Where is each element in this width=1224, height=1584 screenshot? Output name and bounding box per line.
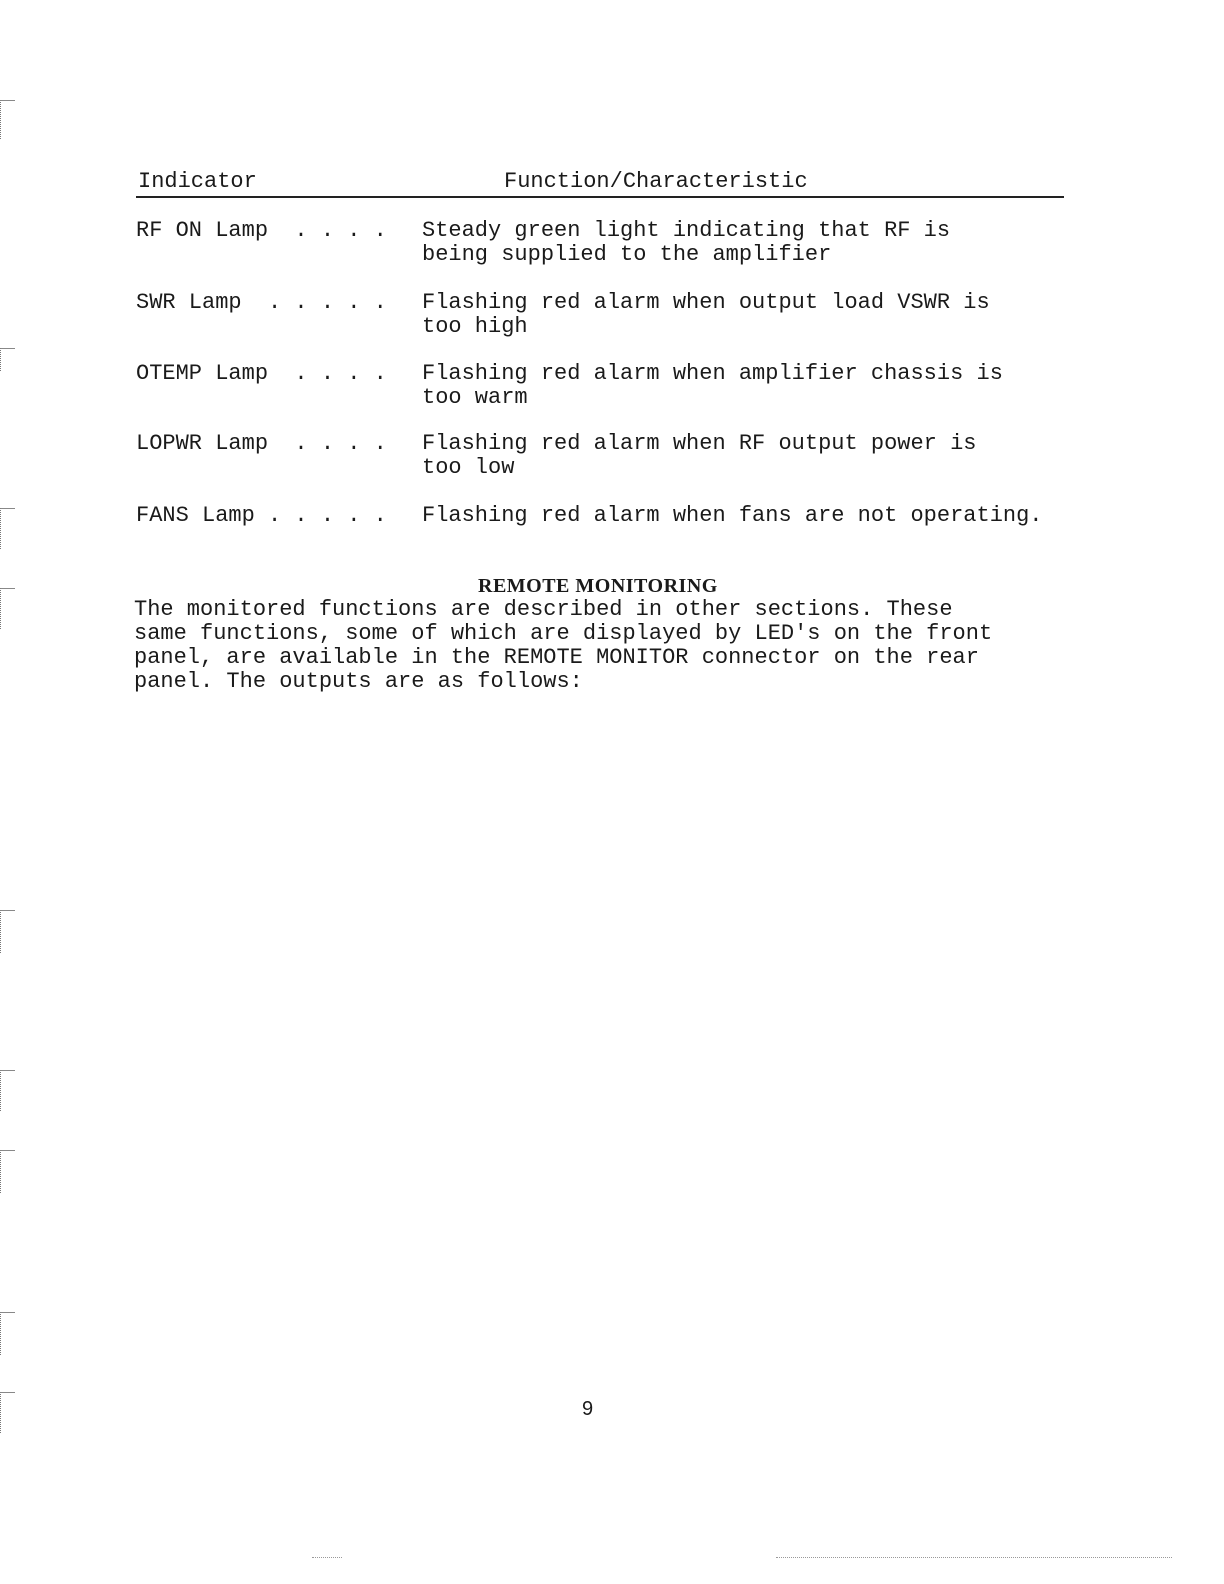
indicator-name: LOPWR Lamp . . . .	[136, 431, 387, 456]
section-title-remote-monitoring: REMOTE MONITORING	[478, 575, 718, 597]
indicator-description: Flashing red alarm when fans are not operating.	[422, 503, 1043, 528]
header-indicator: Indicator	[138, 169, 257, 194]
indicator-description: Flashing red alarm when RF output power is too low	[422, 431, 977, 480]
scan-bottom-artifact	[312, 1557, 342, 1558]
indicator-name: OTEMP Lamp . . . .	[136, 361, 387, 386]
page-number: 9	[582, 1398, 594, 1420]
scan-edge-mark	[0, 1150, 15, 1193]
scan-edge-mark	[0, 1312, 15, 1355]
scan-edge-mark	[0, 508, 15, 549]
indicator-description: Steady green light indicating that RF is being supplied to the amplifier	[422, 218, 951, 267]
indicator-table-header	[136, 168, 1064, 198]
indicator-name: FANS Lamp . . . . .	[136, 503, 387, 528]
scan-edge-mark	[0, 348, 15, 371]
indicator-name: SWR Lamp . . . . .	[136, 290, 387, 315]
scan-edge-mark	[0, 100, 15, 139]
header-function: Function/Characteristic	[504, 169, 808, 194]
scan-edge-mark	[0, 588, 15, 629]
scan-edge-mark	[0, 1392, 15, 1433]
scan-bottom-artifact	[776, 1557, 1172, 1558]
indicator-description: Flashing red alarm when output load VSWR is too high	[422, 290, 990, 339]
scan-edge-mark	[0, 1070, 15, 1111]
scan-edge-mark	[0, 910, 15, 953]
indicator-name: RF ON Lamp . . . .	[136, 218, 387, 243]
indicator-description: Flashing red alarm when amplifier chassis is too warm	[422, 361, 1003, 410]
remote-monitoring-paragraph: The monitored functions are described in other sections. These same functions, some of which are displayed by LED's on the front panel, are available in the REMOTE MONITOR connector on the rear panel. The outputs are as follows:	[134, 597, 993, 694]
